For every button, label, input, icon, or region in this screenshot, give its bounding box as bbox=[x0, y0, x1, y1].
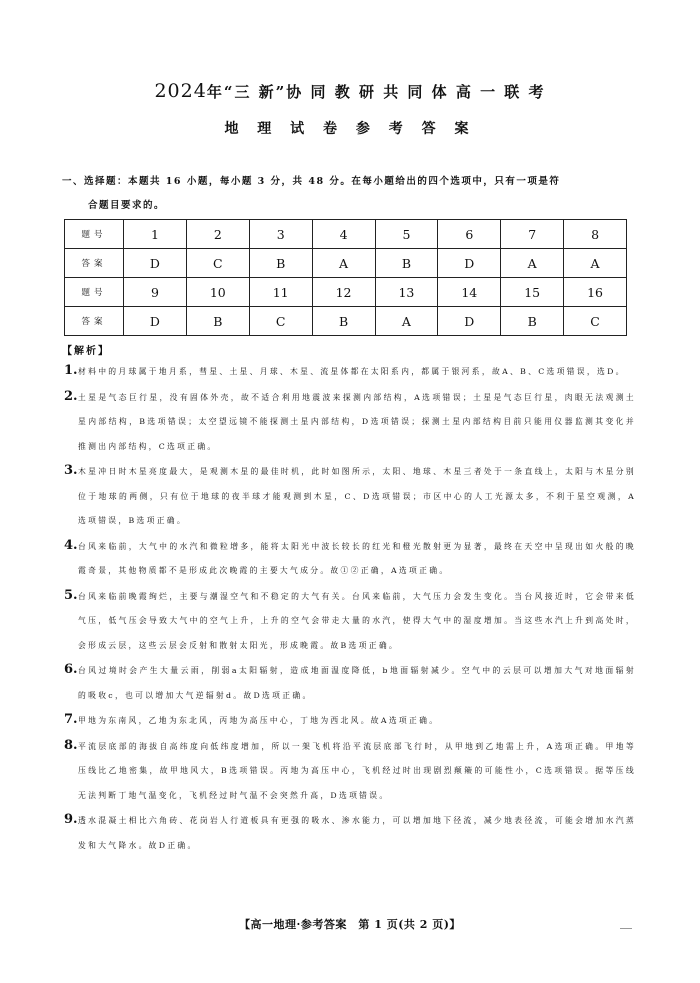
explanation-item bbox=[62, 386, 636, 460]
explanation-item bbox=[62, 809, 636, 858]
answer-cell: D bbox=[438, 249, 501, 278]
explanation-item bbox=[62, 460, 636, 534]
row-label-number: 题号 bbox=[65, 220, 124, 249]
question-number: 8 bbox=[564, 220, 627, 249]
question-number: 13 bbox=[375, 278, 438, 307]
row-label-answer: 答案 bbox=[65, 249, 124, 278]
question-number: 12 bbox=[312, 278, 375, 307]
item-number: 5. bbox=[64, 587, 78, 603]
item-text: 甲地为东南风，乙地为东北风，丙地为高压中心，丁地为西北风。故A选项正确。 bbox=[78, 716, 440, 725]
item-text: 台风来临前晚霞绚烂，主要与潮湿空气和不稳定的大气有关。台风来临前，大气压力会发生变化。当台风接近时，它会带来低气压，低气压会导致大气中的空气上升，上升的空气会带走大量的水汽，使得大气中的湿度增加。当这些水汽上升到高处时，会形成云层，这些云层会反射和散射太阳光，形成晚霞。故B选项正确。 bbox=[78, 591, 636, 650]
answer-cell: B bbox=[186, 307, 249, 336]
exam-year: 2024 bbox=[154, 80, 207, 102]
answer-cell: B bbox=[312, 307, 375, 336]
question-number: 11 bbox=[249, 278, 312, 307]
item-number: 3. bbox=[64, 463, 78, 478]
explanation-list bbox=[62, 360, 636, 859]
question-number: 3 bbox=[249, 220, 312, 249]
question-number: 15 bbox=[501, 278, 564, 307]
table-row-answers-2 bbox=[65, 307, 627, 336]
answer-cell: D bbox=[438, 307, 501, 336]
explanation-item bbox=[62, 360, 636, 385]
instruction-line-2: 合题目要求的。 bbox=[88, 200, 166, 211]
corner-mark bbox=[620, 928, 632, 929]
answer-cell: D bbox=[124, 307, 187, 336]
answer-cell: B bbox=[249, 249, 312, 278]
exam-title-text: 年“三 新”协 同 教 研 共 同 体 高 一 联 考 bbox=[206, 83, 546, 101]
row-label-number: 题号 bbox=[65, 278, 124, 307]
question-number: 2 bbox=[186, 220, 249, 249]
item-text: 木星冲日时木星亮度最大，是观测木星的最佳时机，此时如图所示，太阳、地球、木星三者处于一条直线上，太阳与木星分别位于地球的两侧，只有位于地球的夜半球才能观测到木星，C、D选项错误；市区中心的人工光源太多，不利于星空观测，A选项错误，B选项正确。 bbox=[78, 467, 636, 525]
explanation-item bbox=[62, 735, 636, 809]
answer-cell: A bbox=[564, 249, 627, 278]
answer-cell: C bbox=[249, 307, 312, 336]
item-text: 台风过境时会产生大量云雨，削弱a太阳辐射，造成地面温度降低，b地面辐射减少。空气中的云层可以增加大气对地面辐射的吸收c，也可以增加大气逆辐射d。故D选项正确。 bbox=[78, 666, 636, 700]
item-text: 材料中的月球属于地月系，彗星、土星、月球、木星、流星体都在太阳系内，都属于银河系，故A、B、C选项错误，选D。 bbox=[78, 367, 626, 376]
page-footer: 【高一地理·参考答案 第 1 页(共 2 页)】 bbox=[239, 918, 461, 931]
item-number: 8. bbox=[64, 737, 78, 753]
item-number: 4. bbox=[64, 537, 78, 553]
explanation-item bbox=[62, 709, 636, 734]
analysis-heading: 【解析】 bbox=[62, 346, 110, 357]
item-text: 平流层底部的海拔自高纬度向低纬度增加，所以一架飞机将沿平流层底部飞行时，从甲地到乙地需上升，A选项正确。甲地等压线比乙地密集，故甲地风大，B选项错误。丙地为高压中心，飞机经过时出现剧烈颠簸的可能性小，C选项错误。据等压线无法判断丁地气温变化，飞机经过时气温不会突然升高，D选项错误。 bbox=[78, 741, 636, 800]
table-row-numbers-1 bbox=[65, 220, 627, 249]
instruction-line-1: 一、选择题：本题共 16 小题，每小题 3 分，共 48 分。在每小题给出的四个选项中，只有一项是符 bbox=[62, 176, 561, 187]
exam-title bbox=[0, 80, 700, 102]
answer-cell: C bbox=[186, 249, 249, 278]
question-number: 4 bbox=[312, 220, 375, 249]
answer-cell: A bbox=[375, 307, 438, 336]
question-number: 5 bbox=[375, 220, 438, 249]
question-number: 1 bbox=[124, 220, 187, 249]
row-label-answer: 答案 bbox=[65, 307, 124, 336]
item-text: 台风来临前，大气中的水汽和微粒增多，能将太阳光中波长较长的红光和橙光散射更为显著，最终在天空中呈现出如火般的晚霞奇景，其他物质都不是形成此次晚霞的主要大气成分。故①②正确，A选项正确。 bbox=[78, 541, 636, 575]
explanation-item bbox=[62, 659, 636, 708]
item-number: 1. bbox=[64, 363, 78, 378]
question-number: 6 bbox=[438, 220, 501, 249]
section-instructions bbox=[62, 170, 642, 218]
explanation-item bbox=[62, 585, 636, 659]
question-number: 10 bbox=[186, 278, 249, 307]
answer-cell: B bbox=[501, 307, 564, 336]
question-number: 7 bbox=[501, 220, 564, 249]
answer-cell: A bbox=[501, 249, 564, 278]
item-number: 9. bbox=[64, 812, 78, 827]
question-number: 16 bbox=[564, 278, 627, 307]
item-number: 6. bbox=[64, 662, 78, 677]
item-number: 2. bbox=[64, 388, 78, 404]
explanation-item bbox=[62, 535, 636, 584]
question-number: 14 bbox=[438, 278, 501, 307]
table-row-numbers-2 bbox=[65, 278, 627, 307]
answer-cell: A bbox=[312, 249, 375, 278]
item-text: 透水混凝土相比六角砖、花岗岩人行道板具有更强的吸水、渗水能力，可以增加地下径流，减少地表径流，可能会增加水汽蒸发和大气降水。故D正确。 bbox=[78, 816, 636, 850]
answer-cell: C bbox=[564, 307, 627, 336]
exam-subtitle: 地 理 试 卷 参 考 答 案 bbox=[224, 121, 476, 137]
answer-cell: B bbox=[375, 249, 438, 278]
table-row-answers-1 bbox=[65, 249, 627, 278]
question-number: 9 bbox=[124, 278, 187, 307]
item-number: 7. bbox=[64, 712, 78, 727]
answer-table bbox=[64, 219, 627, 336]
answer-cell: D bbox=[124, 249, 187, 278]
item-text: 土星是气态巨行星，没有固体外壳，故不适合利用地震波来探测内部结构，A选项错误；土星是气态巨行星，肉眼无法观测土星内部结构，B选项错误；太空望远镜不能探测土星内部结构，D选项错误；探测土星内部结构目前只能用仪器监测其变化并推测出内部结构，C选项正确。 bbox=[78, 392, 636, 451]
